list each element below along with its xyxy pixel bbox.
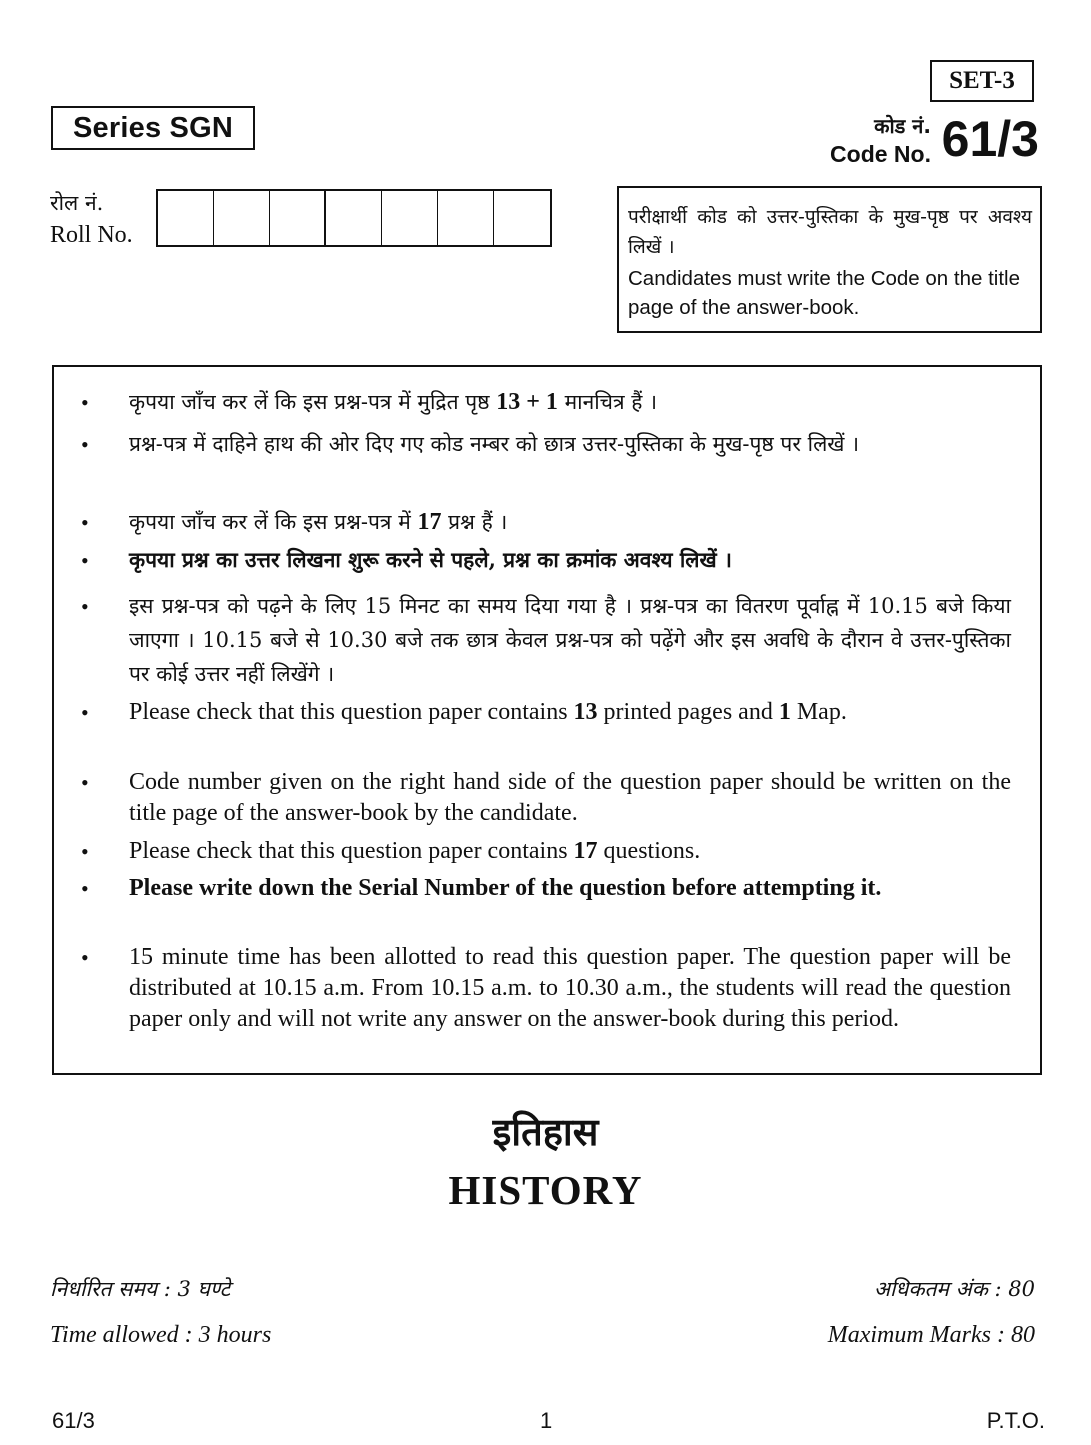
- footer-code: 61/3: [52, 1408, 95, 1433]
- bullet: •: [81, 700, 89, 725]
- bullet: •: [81, 594, 89, 619]
- instruction-text: इस प्रश्न-पत्र को पढ़ने के लिए 15 मिनट का समय दिया गया है । प्रश्न-पत्र का वितरण पूर्वाह्न में 10.15 बजे किया जाएगा । 10.15 बजे से 10.30 बजे तक छात्र केवल प्रश्न-पत्र को पढ़ेंगे और इस अवधि के दौरान वे उत्तर-पुस्तिका पर कोई उत्तर नहीं लिखेंगे ।: [129, 594, 1011, 686]
- roll-box[interactable]: [214, 191, 270, 245]
- bullet: •: [81, 945, 89, 970]
- bullet: •: [81, 390, 89, 415]
- title-hindi: इतिहास: [492, 1109, 599, 1154]
- time-allowed-english: Time allowed : 3 hours: [50, 1322, 272, 1348]
- instruction-text: Please write down the Serial Number of the question before attempting it.: [129, 875, 882, 901]
- bullet: •: [81, 510, 89, 535]
- roll-label-english: Roll No.: [50, 222, 133, 248]
- series-label: Series SGN: [73, 111, 233, 144]
- time-allowed-hindi: निर्धारित समय : 3 घण्टे: [50, 1277, 231, 1301]
- instruction-text: कृपया जाँच कर लें कि इस प्रश्न-पत्र में मुद्रित पृष्ठ 13 + 1 मानचित्र हैं ।: [129, 389, 658, 415]
- bullet: •: [81, 432, 89, 457]
- set-label: SET-3: [949, 67, 1015, 94]
- candidate-note-english: Candidates must write the Code on the title page of the answer-book.: [628, 267, 1020, 319]
- maximum-marks-english: Maximum Marks : 80: [827, 1322, 1035, 1348]
- series-badge: [51, 106, 255, 150]
- footer-pto: P.T.O.: [986, 1408, 1045, 1433]
- roll-box[interactable]: [438, 191, 494, 245]
- bullet: •: [81, 876, 89, 901]
- roll-label-hindi: रोल नं.: [50, 191, 104, 215]
- instruction-text: Code number given on the right hand side of the question paper should be written on the title page of the answer-book by the candidate.: [129, 769, 1011, 826]
- instruction-text: Please check that this question paper contains 17 questions.: [129, 838, 701, 864]
- roll-box[interactable]: [326, 191, 382, 245]
- roll-box[interactable]: [494, 191, 550, 245]
- code-label-english: Code No.: [830, 141, 931, 167]
- roll-box[interactable]: [382, 191, 438, 245]
- instructions-box: [52, 365, 1042, 1075]
- candidate-note-hindi: परीक्षार्थी कोड को उत्तर-पुस्तिका के मुख-पृष्ठ पर अवश्य लिखें ।: [628, 206, 1032, 258]
- instruction-text: Please check that this question paper contains 13 printed pages and 1 Map.: [129, 699, 847, 725]
- bullet: •: [81, 839, 89, 864]
- roll-number-boxes[interactable]: [156, 189, 552, 247]
- instruction-text: प्रश्न-पत्र में दाहिने हाथ की ओर दिए गए कोड नम्बर को छात्र उत्तर-पुस्तिका के मुख-पृष्ठ पर लिखें ।: [129, 432, 860, 456]
- instruction-text: 15 minute time has been allotted to read this question paper. The question paper will be distributed at 10.15 a.m. From 10.15 a.m. to 10.30 a.m., the students will read the question paper only and will not write any answer on the answer-book during this period.: [129, 944, 1011, 1032]
- instruction-text: कृपया प्रश्न का उत्तर लिखना शुरू करने से पहले, प्रश्न का क्रमांक अवश्य लिखें ।: [129, 547, 732, 572]
- maximum-marks-hindi: अधिकतम अंक : 80: [873, 1277, 1035, 1301]
- page-number: 1: [540, 1408, 553, 1433]
- roll-box[interactable]: [158, 191, 214, 245]
- bullet: •: [81, 770, 89, 795]
- candidate-note-box: [617, 186, 1042, 333]
- bullet: •: [81, 548, 89, 573]
- title-english: HISTORY: [448, 1167, 643, 1213]
- code-number: 61/3: [941, 111, 1039, 167]
- set-badge: [930, 60, 1034, 102]
- instruction-text: कृपया जाँच कर लें कि इस प्रश्न-पत्र में 17 प्रश्न हैं ।: [129, 509, 508, 535]
- code-label-hindi: कोड नं.: [874, 114, 931, 138]
- roll-box[interactable]: [270, 191, 326, 245]
